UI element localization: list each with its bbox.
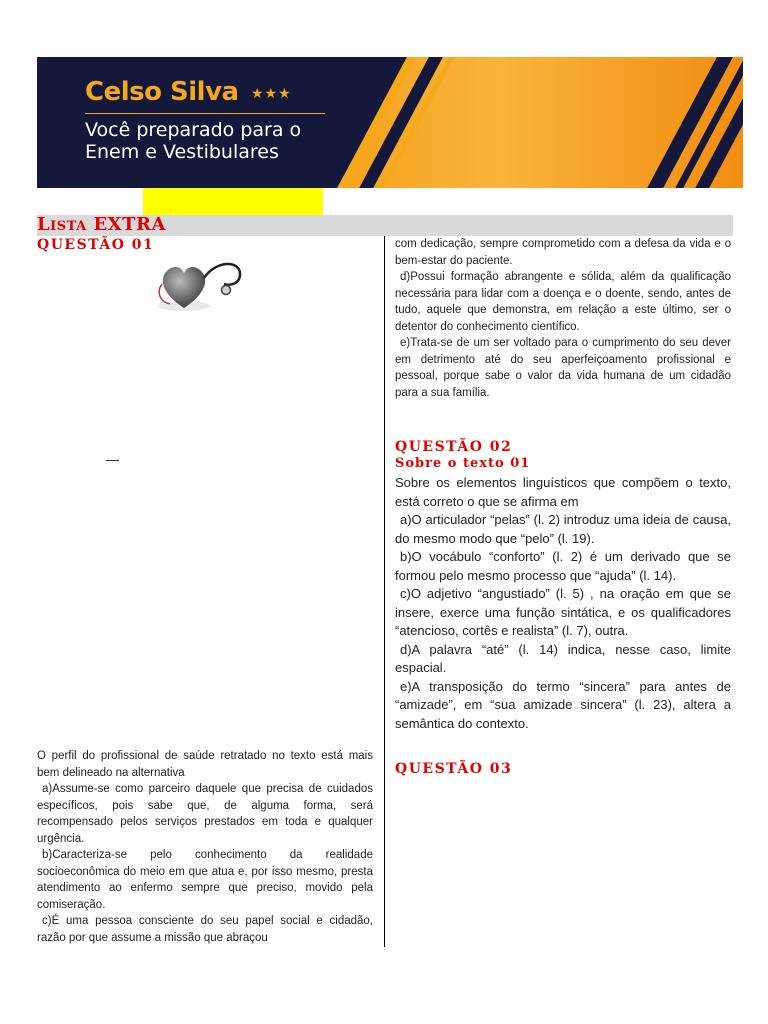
highlight-block <box>143 188 323 215</box>
question-02-option-e: e)A transposição do termo “sincera” para antes de “amizade”, em “sua amizade sincera” (l. 23), altera a semântica do contexto. <box>395 678 731 731</box>
question-01-body <box>37 748 373 946</box>
question-01-prompt: O perfil do profissional de saúde retratado no texto está mais bem delineado na alternativa <box>37 750 373 779</box>
question-01-option-d: d)Possui formação abrangente e sólida, além da qualificação necessária para lidar com a doença e o doente, sendo, antes de tudo, aquele que demonstra, em relação a este último, ser o detentor do conhecimento científico. <box>395 271 731 333</box>
question-01-option-e: e)Trata-se de um ser voltado para o cumprimento do seu dever em detrimento até do seu aperfeiçoamento profissional e pessoal, porque sabe o valor da vida humana de um cidadão para a sua família. <box>395 337 731 399</box>
question-02-prompt: Sobre os elementos linguísticos que compõem o texto, está correto o que se afirma em <box>395 475 731 509</box>
question-01-option-a: a)Assume-se como parceiro daquele que precisa de cuidados específicos, pois sabe que, de alguma forma, será recompensado pelos serviços prestados em toda e qualquer urgência. <box>37 783 373 845</box>
section-title: Lista EXTRA <box>37 214 166 235</box>
question-01-option-c-continued: com dedicação, sempre comprometido com a defesa da vida e o bem-estar do paciente. <box>395 238 731 267</box>
question-02-title: QUESTÃO 02 <box>395 439 513 455</box>
question-02-option-c: c)O adjetivo “angustiado” (l. 5) , na oração em que se insere, exerce uma função sintática, e os qualificadores “atencioso, cortês e realista” (l. 7), outra. <box>395 586 731 638</box>
brand-stars: ★★★ <box>251 85 292 101</box>
question-01-title: QUESTÃO 01 <box>37 237 155 253</box>
question-02-body <box>395 474 731 733</box>
question-01-continuation <box>395 236 731 401</box>
question-01-option-c: c)É uma pessoa consciente do seu papel social e cidadão, razão por que assume a missão que abraçou <box>37 915 373 944</box>
brand-underline <box>85 113 325 114</box>
column-divider <box>384 236 385 947</box>
question-01-option-b: b)Caracteriza-se pelo conhecimento da realidade socioeconômica do meio em que atua e, por isso mesmo, presta atendimento ao enfermo sempre que preciso, movido pela comiseração. <box>37 849 373 911</box>
question-03-title: QUESTÃO 03 <box>395 761 513 777</box>
question-02-option-b: b)O vocábulo “conforto” (l. 2) é um derivado que se formou pelo mesmo processo que “ajuda” (l. 14). <box>395 549 731 583</box>
question-02-subtitle: Sobre o texto 01 <box>395 456 531 471</box>
brand-tagline: Você preparado para o Enem e Vestibulares <box>85 119 302 163</box>
question-02-option-a: a)O articulador “pelas” (l. 2) introduz uma ideia de causa, do mesmo modo que “pelo” (l. 19). <box>395 512 731 546</box>
brand-name: Celso Silva <box>85 77 239 107</box>
dash-mark <box>106 460 119 461</box>
heart-stethoscope-icon <box>154 256 244 314</box>
question-02-option-d: d)A palavra “até” (l. 14) indica, nesse caso, limite espacial. <box>395 641 731 675</box>
header-banner <box>37 57 743 188</box>
